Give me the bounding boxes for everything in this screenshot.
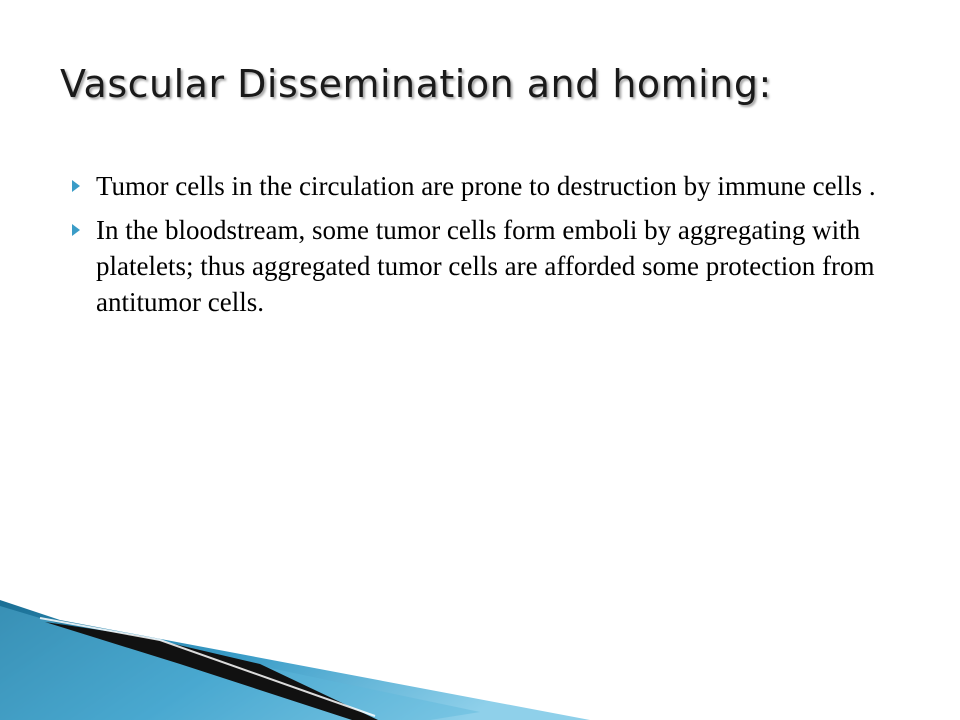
bullet-item bbox=[70, 212, 900, 320]
triangle-bullet-icon bbox=[72, 224, 80, 236]
page-title: Vascular Dissemination and homing: bbox=[60, 62, 772, 106]
bullet-text: Tumor cells in the circulation are prone to destruction by immune cells . bbox=[96, 171, 876, 201]
bullet-text: In the bloodstream, some tumor cells form emboli by aggregating with platelets; thus aggregated tumor cells are afforded some protection from antitumor cells. bbox=[96, 215, 875, 317]
bullet-item bbox=[70, 168, 900, 204]
bullet-list bbox=[70, 168, 900, 328]
triangle-bullet-icon bbox=[72, 180, 80, 192]
